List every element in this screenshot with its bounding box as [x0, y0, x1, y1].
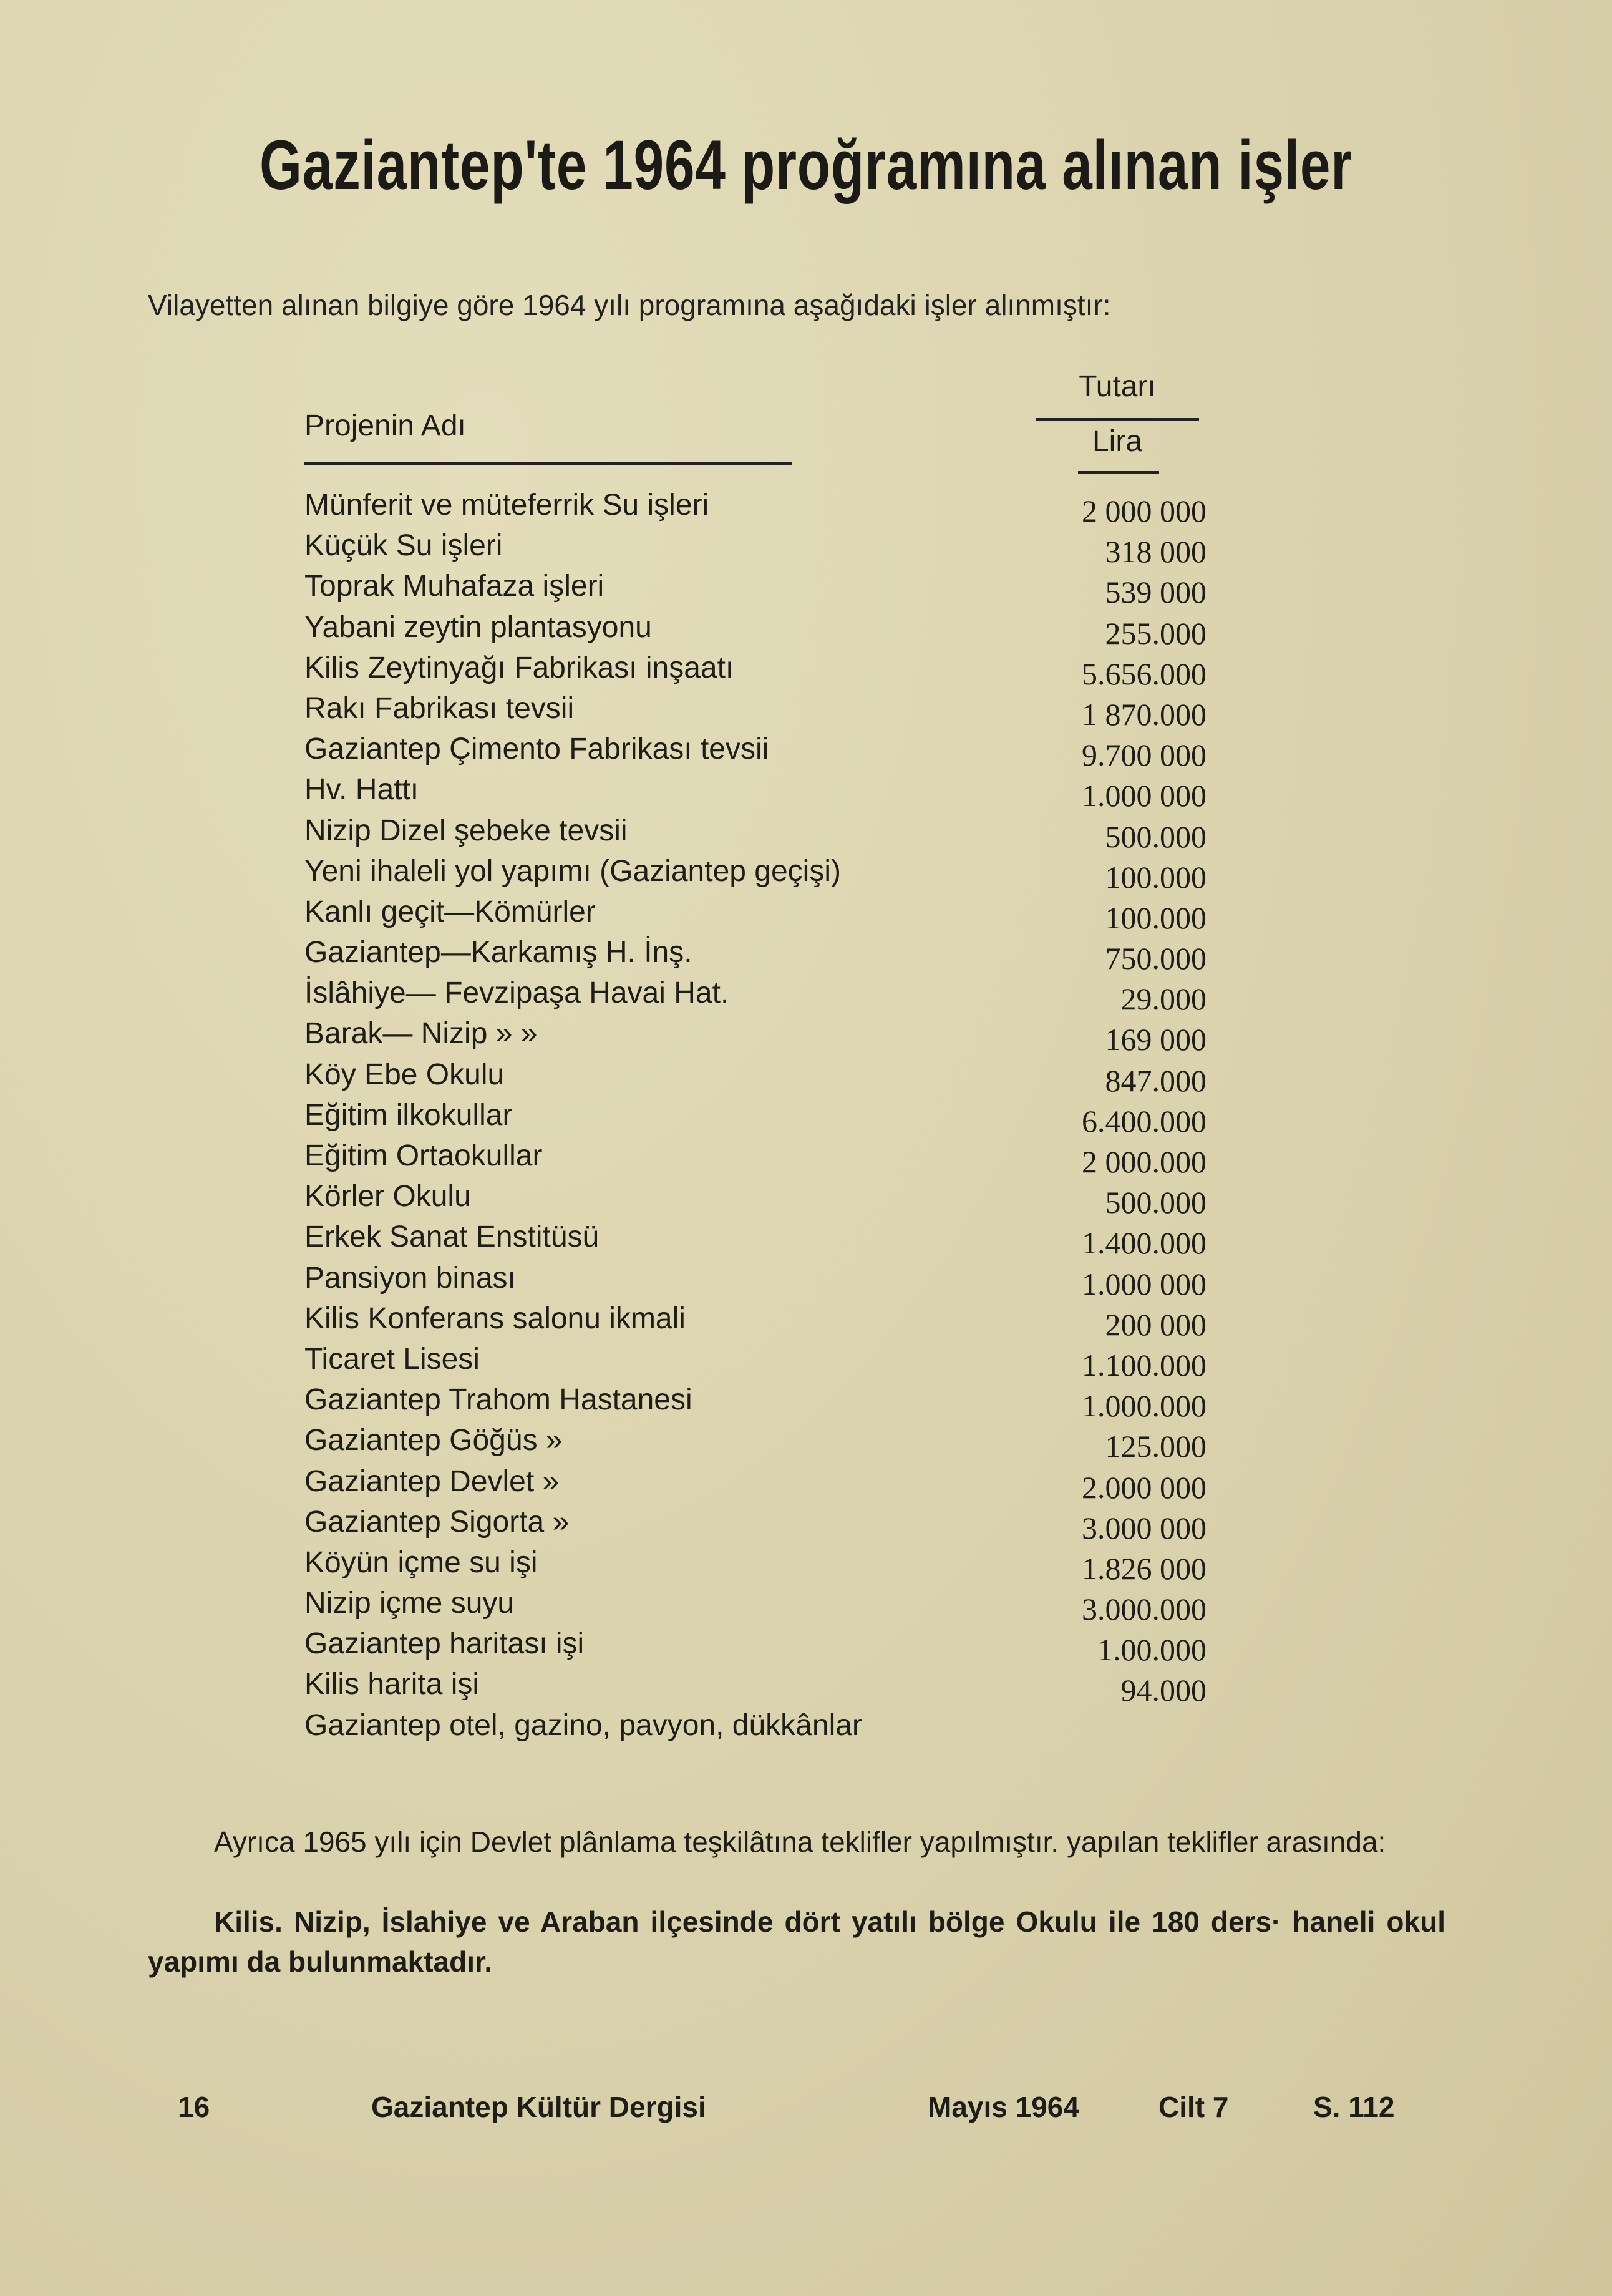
project-amount: 100.000: [1105, 859, 1207, 895]
project-name: Eğitim Ortaokullar: [304, 1139, 543, 1172]
project-name: Barak— Nizip » »: [304, 1017, 538, 1051]
project-name: Gaziantep Göğüs »: [304, 1424, 563, 1457]
paragraph-schools: Kilis. Nizip, İslahiye ve Araban ilçesinde dört yatılı bölge Okulu ile 180 ders· haneli okul yapımı da bulunmaktadır.: [148, 1905, 1445, 1978]
table-row: [304, 976, 1207, 1017]
header-rule: [1036, 418, 1199, 421]
project-amount: 94.000: [1120, 1673, 1207, 1708]
project-amount: 2 000.000: [1082, 1144, 1207, 1179]
project-name: Ticaret Lisesi: [304, 1342, 480, 1376]
project-amount: 3.000 000: [1082, 1510, 1207, 1545]
project-name: Gaziantep Devlet »: [304, 1464, 560, 1498]
project-amount: 1.000 000: [1082, 778, 1207, 814]
table-row: [304, 1708, 1203, 1749]
page-number: 16: [178, 2091, 210, 2123]
project-amount: 750.000: [1105, 941, 1207, 976]
project-amount: 2 000 000: [1082, 494, 1207, 528]
table-row: [304, 1342, 1207, 1383]
project-name: Kanlı geçit—Kömürler: [304, 895, 596, 928]
table-row: [304, 1179, 1207, 1220]
issue-date: Mayıs 1964: [928, 2091, 1079, 2123]
project-amount: 500.000: [1105, 1185, 1207, 1220]
project-amount: 318 000: [1105, 534, 1207, 570]
page-footer: [0, 2090, 1612, 2128]
project-amount: 6.400.000: [1082, 1103, 1207, 1139]
table-row: [304, 1220, 1207, 1261]
project-name: Toprak Muhafaza işleri: [304, 570, 604, 603]
table-row: [304, 488, 1207, 528]
table-row: [304, 1667, 1207, 1708]
paragraph-proposals: Ayrıca 1965 yılı için Devlet plânlama teşkilâtına teklifler yapılmıştır. yapılan teklifler arasında:: [214, 1826, 1386, 1858]
project-amount: 1.400.000: [1082, 1225, 1207, 1261]
project-amount: 1.826 000: [1082, 1550, 1207, 1586]
project-table: [304, 488, 1207, 1749]
project-name: Münferit ve müteferrik Su işleri: [304, 489, 709, 522]
table-row: [304, 691, 1207, 732]
project-name: Yeni ihaleli yol yapımı (Gaziantep geçişi): [304, 854, 841, 888]
project-name: Gaziantep Çimento Fabrikası tevsii: [304, 732, 769, 766]
table-row: [304, 1098, 1207, 1139]
table-row: [304, 1383, 1207, 1424]
column-header-amount: Tutarı: [1079, 370, 1156, 403]
project-amount: 1 870.000: [1082, 696, 1207, 732]
project-amount: 200 000: [1105, 1306, 1207, 1342]
project-amount: 539 000: [1105, 575, 1207, 610]
project-amount: 255.000: [1105, 615, 1207, 651]
project-name: Kilis harita işi: [304, 1668, 480, 1701]
table-row: [304, 1058, 1207, 1098]
table-row: [304, 1627, 1207, 1668]
project-name: Nizip içme suyu: [304, 1587, 515, 1620]
project-name: Gaziantep Trahom Hastanesi: [304, 1383, 692, 1417]
project-amount: 1.000 000: [1082, 1266, 1207, 1301]
project-name: Gaziantep—Karkamış H. İnş.: [304, 936, 692, 970]
project-name: Küçük Su işleri: [304, 529, 503, 563]
project-name: Pansiyon binası: [304, 1261, 516, 1295]
table-row: [304, 569, 1207, 610]
volume-number: Cilt 7: [1158, 2091, 1229, 2123]
table-row: [304, 935, 1207, 976]
table-row: [304, 1423, 1207, 1464]
project-name: Köyün içme su işi: [304, 1545, 538, 1579]
table-row: [304, 1464, 1207, 1505]
column-header-project: Projenin Adı: [304, 409, 466, 442]
project-amount: 1.00.000: [1097, 1632, 1207, 1668]
project-amount: 2.000 000: [1082, 1469, 1207, 1505]
project-name: Erkek Sanat Enstitüsü: [304, 1220, 600, 1254]
table-row: [304, 651, 1207, 691]
table-row: [304, 610, 1207, 651]
project-name: Eğitim ilkokullar: [304, 1098, 513, 1132]
page-title: Gaziantep'te 1964 proğramına alınan işler: [259, 126, 1353, 204]
project-name: Kilis Zeytinyağı Fabrikası inşaatı: [304, 651, 734, 684]
project-amount: 5.656.000: [1082, 656, 1207, 691]
table-row: [304, 1139, 1207, 1179]
table-row: [304, 1261, 1207, 1301]
table-row: [304, 895, 1207, 935]
project-amount: 847.000: [1105, 1063, 1207, 1098]
project-name: Rakı Fabrikası tevsii: [304, 691, 575, 725]
project-name: Nizip Dizel şebeke tevsii: [304, 814, 628, 847]
project-amount: 3.000.000: [1082, 1592, 1207, 1627]
table-row: [304, 1545, 1207, 1586]
table-row: [304, 528, 1207, 570]
project-name: Gaziantep otel, gazino, pavyon, dükkânlar: [304, 1708, 862, 1742]
project-amount: 169 000: [1105, 1022, 1207, 1058]
table-row: [304, 772, 1207, 814]
journal-name: Gaziantep Kültür Dergisi: [371, 2091, 706, 2123]
project-name: Gaziantep Sigorta »: [304, 1505, 570, 1539]
project-name: Kilis Konferans salonu ikmali: [304, 1301, 686, 1335]
project-name: İslâhiye— Fevzipaşa Havai Hat.: [304, 976, 729, 1010]
project-amount: 100.000: [1105, 900, 1207, 935]
header-rule: [304, 462, 792, 465]
table-row: [304, 854, 1207, 895]
intro-text: Vilayetten alınan bilgiye göre 1964 yılı programına aşağıdaki işler alınmıştır:: [148, 289, 1111, 321]
project-amount: 1.000.000: [1082, 1388, 1207, 1424]
project-name: Gaziantep haritası işi: [304, 1627, 585, 1661]
project-amount: 125.000: [1105, 1429, 1207, 1464]
project-amount: 29.000: [1120, 981, 1207, 1017]
project-name: Yabani zeytin plantasyonu: [304, 610, 652, 644]
project-amount: 9.700 000: [1082, 737, 1207, 773]
project-name: Köy Ebe Okulu: [304, 1058, 505, 1091]
project-name: Körler Okulu: [304, 1180, 471, 1214]
column-header-unit: Lira: [1092, 425, 1143, 458]
table-row: [304, 814, 1207, 854]
table-row: [304, 1016, 1207, 1058]
table-row: [304, 732, 1207, 773]
table-row: [304, 1586, 1207, 1627]
table-row: [304, 1505, 1207, 1545]
project-amount: 500.000: [1105, 819, 1207, 854]
table-row: [304, 1301, 1207, 1342]
project-amount: 1.100.000: [1082, 1347, 1207, 1383]
issue-number: S. 112: [1313, 2091, 1395, 2123]
project-name: Hv. Hattı: [304, 773, 419, 807]
header-rule: [1078, 471, 1159, 474]
